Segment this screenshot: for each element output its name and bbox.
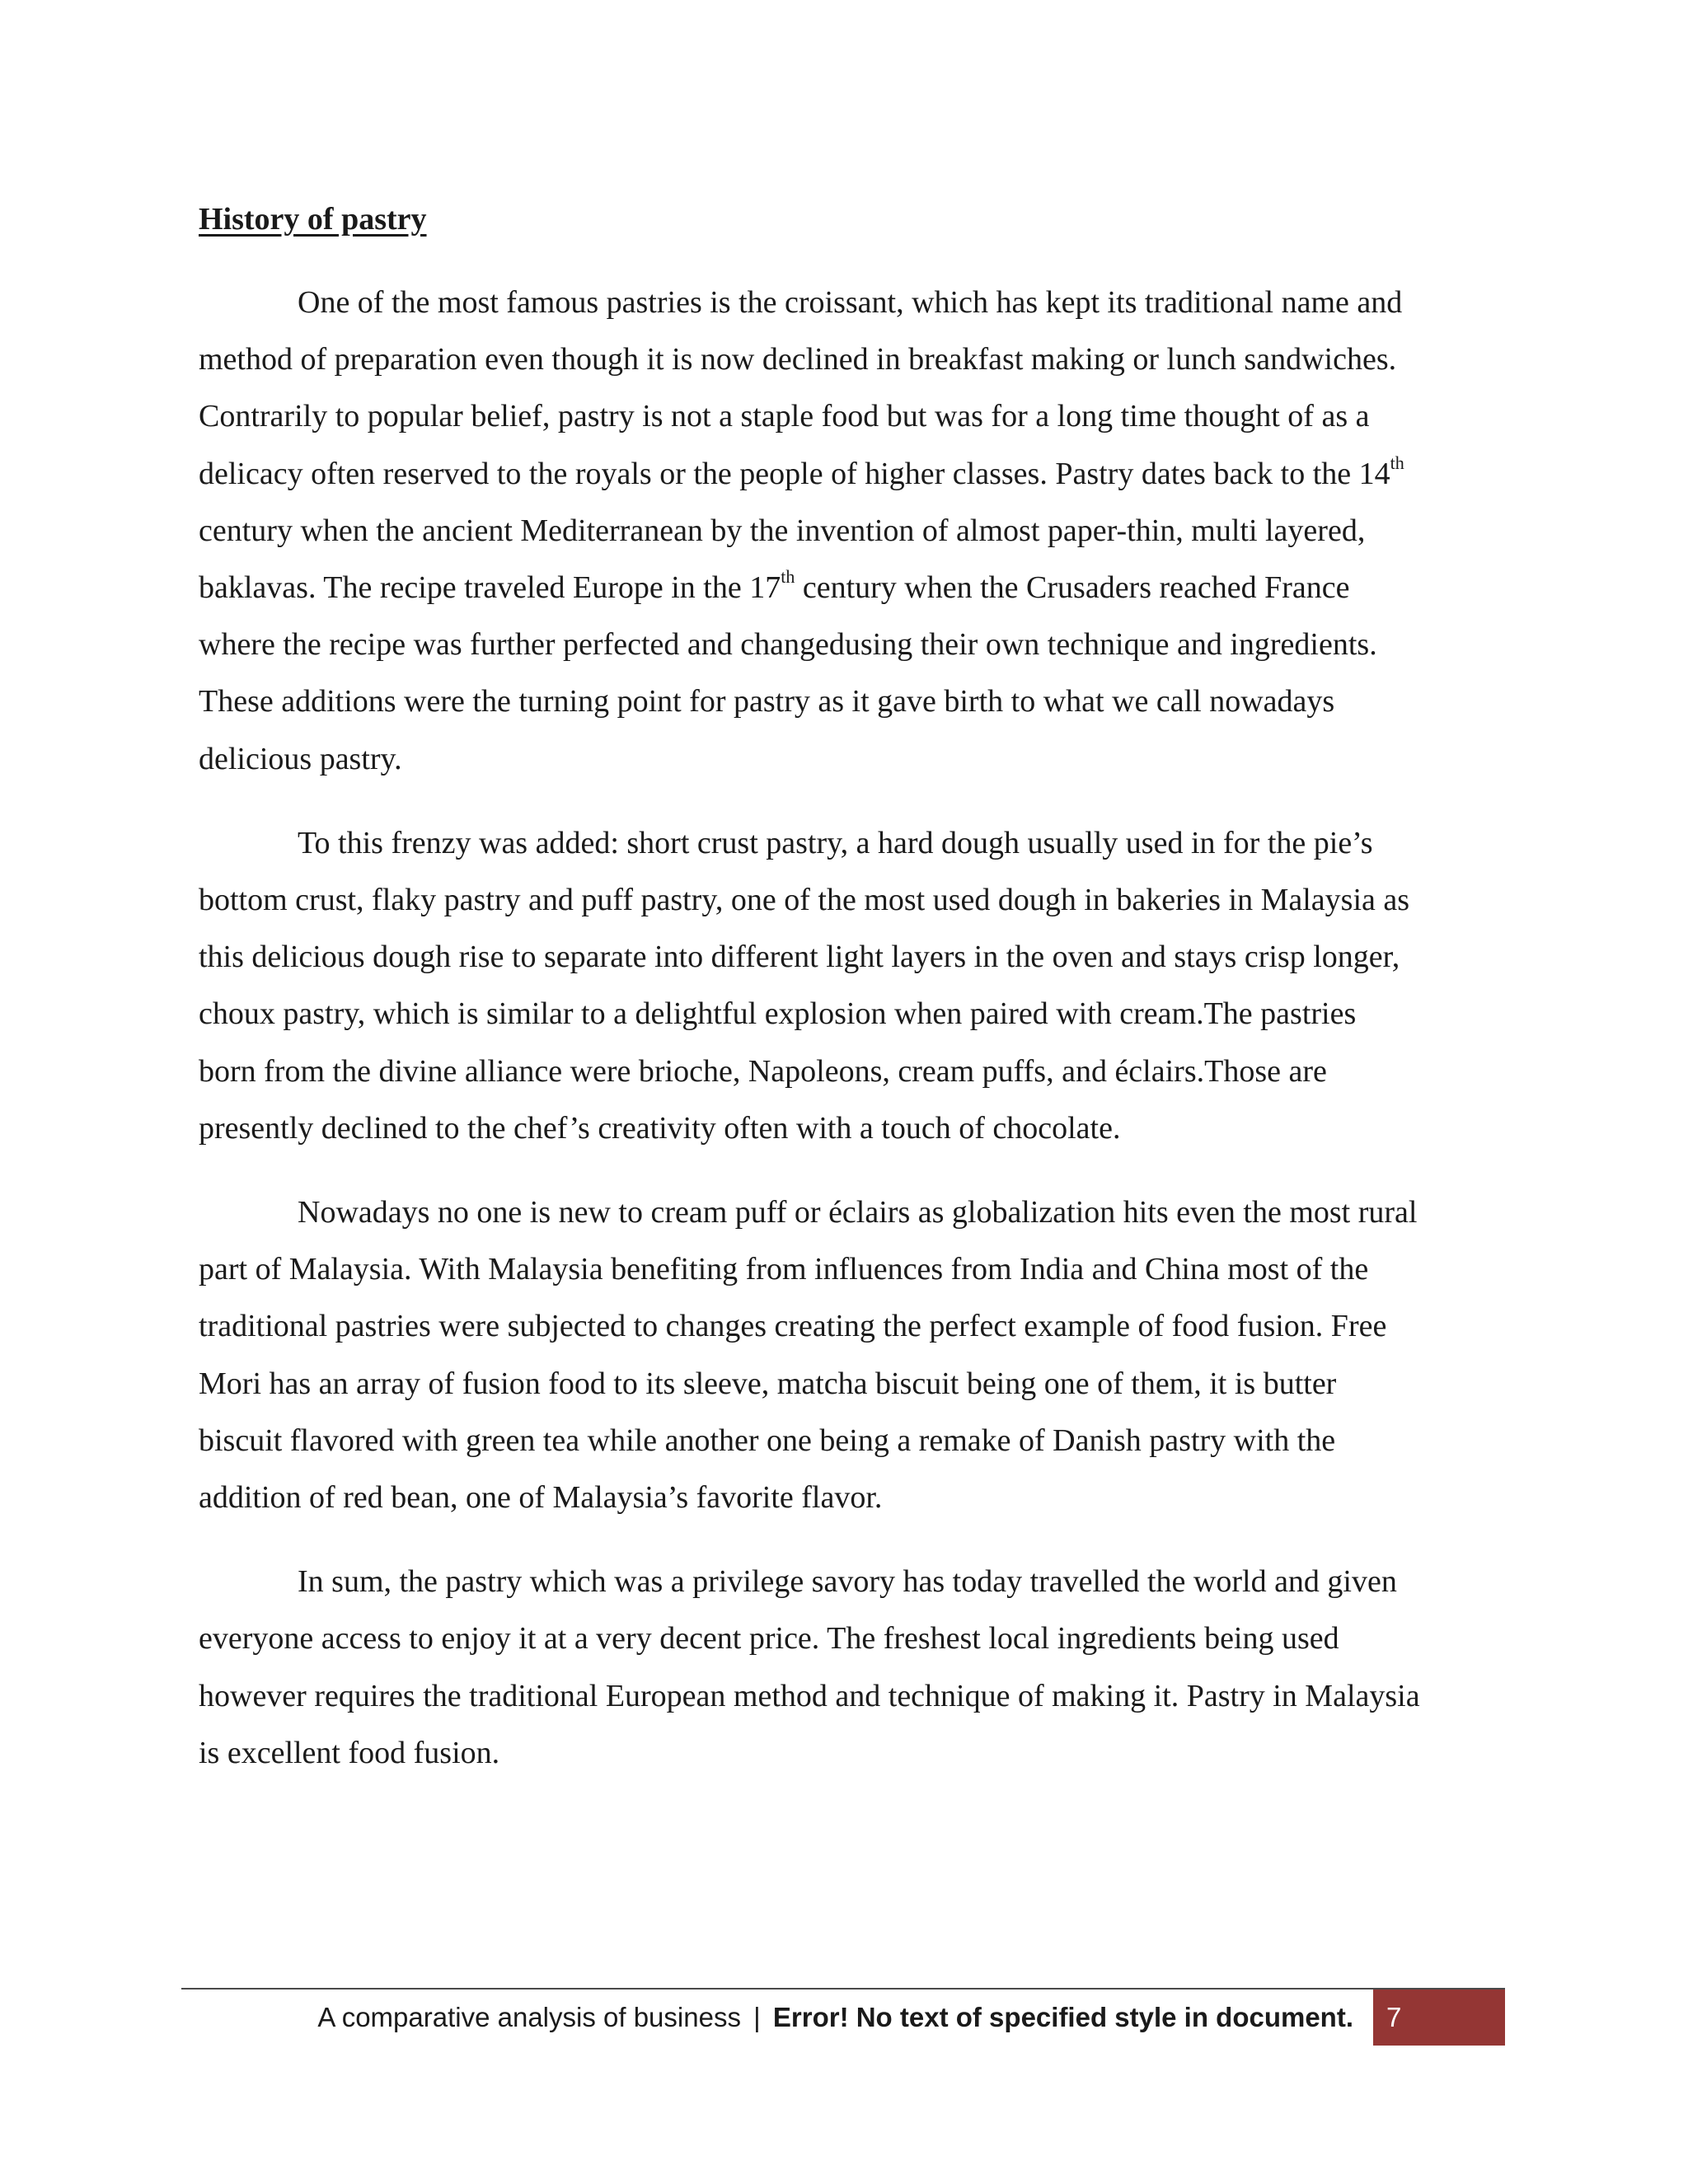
p1-line-8: These additions were the turning point for pastry as it gave birth to what we call nowadays [199, 684, 1335, 719]
p1-line-3: Contrarily to popular belief, pastry is not a staple food but was for a long time thought of as a [199, 399, 1370, 434]
p3-line-2: part of Malaysia. With Malaysia benefiting from influences from India and China most of the [199, 1252, 1369, 1287]
p4-line-2: everyone access to enjoy it at a very decent price. The freshest local ingredients being used [199, 1621, 1339, 1657]
p1-line-1: One of the most famous pastries is the croissant, which has kept its traditional name and [298, 285, 1403, 320]
p2-line-4: choux pastry, which is similar to a delightful explosion when paired with cream.The pastries [199, 996, 1357, 1032]
superscript-th: th [1390, 452, 1404, 473]
p1-line-5: century when the ancient Mediterranean by the invention of almost paper-thin, multi layered, [199, 513, 1366, 548]
p1-line-4-text: delicacy often reserved to the royals or the people of higher classes. Pastry dates back to the 14 [199, 456, 1390, 491]
p4-line-3: however requires the traditional European method and technique of making it. Pastry in Malaysia [199, 1678, 1420, 1713]
p3-line-5: biscuit flavored with green tea while another one being a remake of Danish pastry with the [199, 1422, 1336, 1458]
p1-line-9: delicious pastry. [199, 741, 402, 776]
p3-line-4: Mori has an array of fusion food to its sleeve, matcha biscuit being one of them, it is butter [199, 1366, 1337, 1401]
footer-error-text: Error! No text of specified style in document. [772, 2002, 1353, 2032]
p2-line-5: born from the divine alliance were brioche, Napoleons, cream puffs, and éclairs.Those are [199, 1053, 1327, 1089]
p2-line-2: bottom crust, flaky pastry and puff pastry, one of the most used dough in bakeries in Malaysia as [199, 883, 1410, 918]
footer-separator: | [753, 2002, 761, 2032]
p2-line-3: this delicious dough rise to separate into different light layers in the oven and stays crisp longer, [199, 940, 1400, 975]
p4-line-1: In sum, the pastry which was a privilege savory has today travelled the world and given [298, 1564, 1397, 1600]
page-number: 7 [1386, 2002, 1402, 2032]
footer-title: A comparative analysis of business [317, 2002, 741, 2032]
p1-line-6 [199, 560, 1501, 616]
paragraph-1 [199, 274, 1501, 788]
p2-line-6: presently declined to the chef’s creativity often with a touch of chocolate. [199, 1110, 1121, 1146]
p3-line-3: traditional pastries were subjected to changes creating the perfect example of food fusion. Free [199, 1309, 1387, 1344]
paragraph-4 [199, 1554, 1501, 1782]
page-number-badge [1373, 1990, 1505, 2046]
section-heading: History of pastry [199, 202, 427, 237]
p1-line-6-text: baklavas. The recipe traveled Europe in the 17 [199, 570, 781, 606]
paragraph-2 [199, 815, 1501, 1157]
p4-line-4: is excellent food fusion. [199, 1735, 500, 1770]
p3-line-6: addition of red bean, one of Malaysia’s favorite flavor. [199, 1480, 883, 1516]
p3-line-1: Nowadays no one is new to cream puff or éclairs as globalization hits even the most rural [298, 1195, 1418, 1230]
paragraph-3 [199, 1184, 1501, 1526]
p1-line-7: where the recipe was further perfected and changedusing their own technique and ingredients. [199, 627, 1377, 663]
p1-line-2: method of preparation even though it is now declined in breakfast making or lunch sandwiches. [199, 342, 1397, 377]
page-content [199, 194, 1501, 1809]
p2-line-1: To this frenzy was added: short crust pastry, a hard dough usually used in for the pie’s [298, 825, 1373, 860]
p1-line-6-tail: century when the Crusaders reached France [795, 570, 1350, 606]
footer-text [181, 1990, 1373, 2046]
superscript-th: th [781, 566, 795, 588]
p1-line-4 [199, 446, 1501, 503]
